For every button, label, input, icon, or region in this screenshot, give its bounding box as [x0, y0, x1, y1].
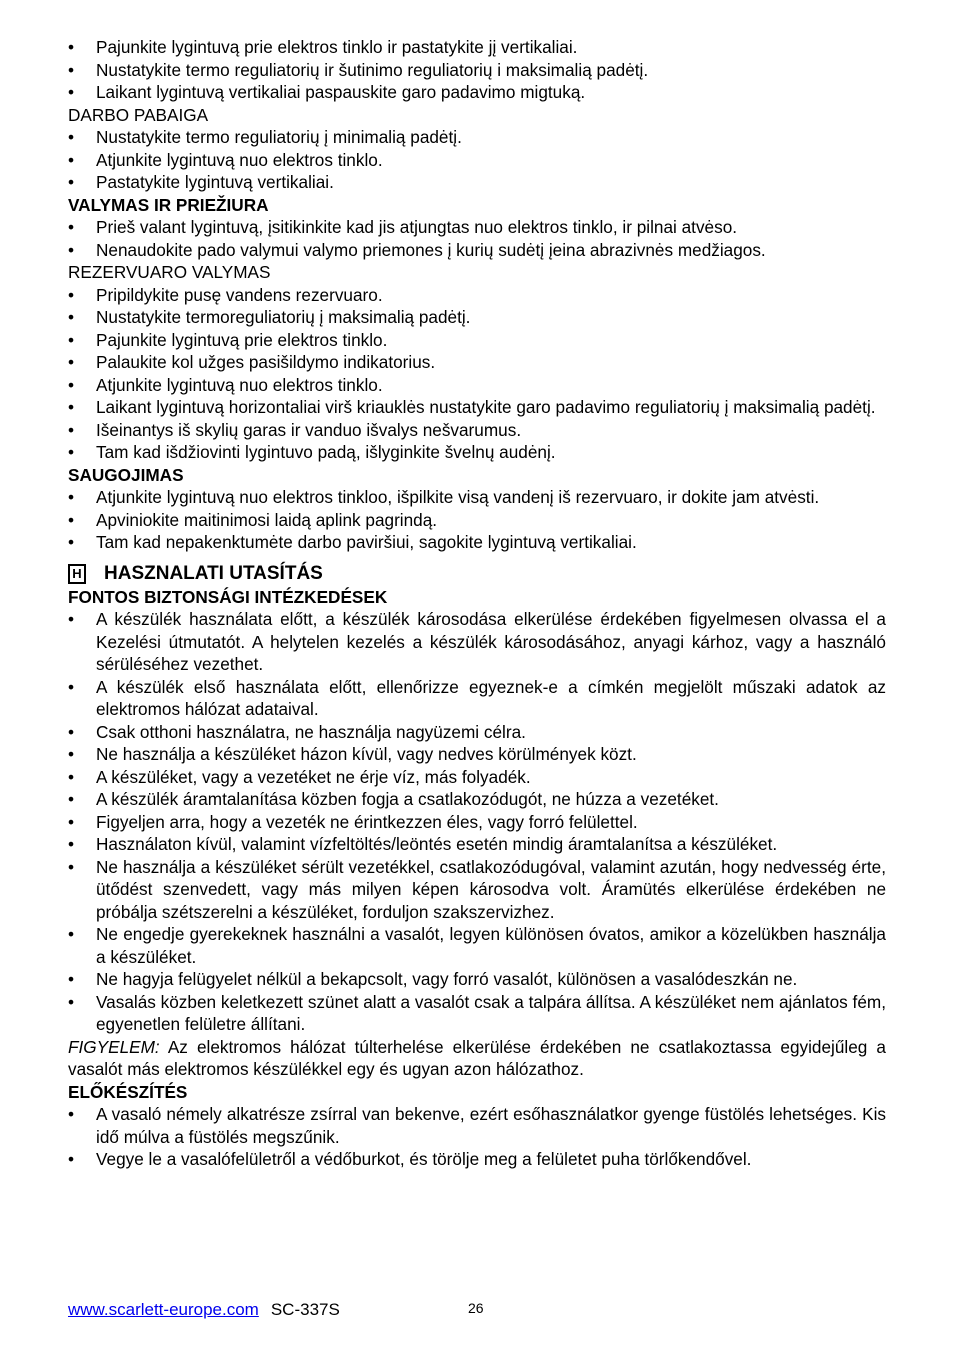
list-item: • Használaton kívül, valamint vízfeltöltés/leöntés esetén mindig áramtalanítsa a készüléket. [68, 833, 886, 856]
warning-text: Az elektromos hálózat túlterhelése elkerülése érdekében ne csatlakoztassa egyidejűleg a vasalót más elektromos készülékkel egy és ugyan azon hálózathoz. [68, 1036, 886, 1079]
language-badge: H [68, 564, 86, 584]
website-link[interactable]: www.scarlett-europe.com [68, 1300, 259, 1319]
list-item: • Ne hagyja felügyelet nélkül a bekapcsolt, vagy forró vasalót, különösen a vasalódeszkán ne. [68, 968, 886, 991]
list-item: • A készülék használata előtt, a készülék károsodása elkerülése érdekében figyelmesen olvassa el a Kezelési útmutatót. A helytelen kezelés a készülék károsodásához, anyagi kárhoz, vagy a használó sérüléséhez vezethet. [68, 608, 886, 676]
list-item: • A készüléket, vagy a vezetéket ne érje víz, más folyadék. [68, 766, 886, 789]
section-heading-saugojimas: SAUGOJIMAS [68, 464, 184, 485]
list-item: • Atjunkite lygintuvą nuo elektros tinkloo, išpilkite visą vandenį iš rezervuaro, ir dokite jam atvėsti. [68, 486, 886, 509]
page-content [68, 36, 886, 1171]
section-title: HASZNALATI UTASÍTÁS [104, 562, 323, 584]
list-item: • Atjunkite lygintuvą nuo elektros tinklo. [68, 149, 886, 172]
list-item: • Nustatykite termoreguliatorių į maksimalią padėtį. [68, 306, 886, 329]
list-item: • Pripildykite pusę vandens rezervuaro. [68, 284, 886, 307]
list-item: • Figyeljen arra, hogy a vezeték ne érintkezzen éles, vagy forró felülettel. [68, 811, 886, 834]
section-heading-valymas: VALYMAS IR PRIEŽIURA [68, 194, 269, 215]
section-heading-safety: FONTOS BIZTONSÁGI INTÉZKEDÉSEK [68, 586, 388, 607]
list-item: • Nustatykite termo reguliatorių ir šutinimo reguliatorių i maksimalią padėtį. [68, 59, 886, 82]
list-item: • Pajunkite lygintuvą prie elektros tinklo ir pastatykite jį vertikaliai. [68, 36, 886, 59]
list-item: • A készülék első használata előtt, ellenőrizze egyeznek-e a címkén megjelölt műszaki adatok az elektromos hálózat adataival. [68, 676, 886, 721]
lt-usage-list [68, 36, 886, 104]
hungarian-section-title [68, 562, 886, 586]
list-item: • Tam kad išdžiovinti lygintuvo padą, išlyginkite švelnų audėnį. [68, 441, 886, 464]
list-item: • Vasalás közben keletkezett szünet alatt a vasalót csak a talpára állítsa. A készüléket nem ajánlatos fém, egyenetlen felületre állítani. [68, 991, 886, 1036]
list-item: • Prieš valant lygintuvą, įsitikinkite kad jis atjungtas nuo elektros tinklo, ir pilnai atvėso. [68, 216, 886, 239]
warning-note [68, 1036, 886, 1081]
list-item: • Laikant lygintuvą horizontaliai virš kriauklės nustatykite garo padavimo reguliatorių į maksimalią padėtį. [68, 396, 886, 419]
model-number: SC-337S [270, 1300, 340, 1319]
section-heading-rezervuaro-valymas: REZERVUARO VALYMAS [68, 262, 271, 282]
list-item: • Pastatykite lygintuvą vertikaliai. [68, 171, 886, 194]
list-item: • Apviniokite maitinimosi laidą aplink pagrindą. [68, 509, 886, 532]
list-item: • A vasaló némely alkatrésze zsírral van bekenve, ezért esőhasználatkor gyenge füstölés lehetséges. Kis idő múlva a füstölés megszűnik. [68, 1103, 886, 1148]
footer [68, 1300, 340, 1320]
list-item: • Laikant lygintuvą vertikaliai paspauskite garo padavimo migtuką. [68, 81, 886, 104]
hu-prep-list [68, 1103, 886, 1171]
list-item: • Palaukite kol užges pasišildymo indikatorius. [68, 351, 886, 374]
list-item: • Ne használja a készüléket házon kívül, vagy nedves körülmények közt. [68, 743, 886, 766]
warning-label: FIGYELEM: [68, 1036, 160, 1057]
lt-end-list [68, 126, 886, 194]
page-number: 26 [468, 1300, 484, 1316]
hu-safety-list [68, 608, 886, 1036]
list-item: • Csak otthoni használatra, ne használja nagyüzemi célra. [68, 721, 886, 744]
list-item: • Išeinantys iš skylių garas ir vanduo išvalys nešvarumus. [68, 419, 886, 442]
list-item: • A készülék áramtalanítása közben fogja a csatlakozódugót, ne húzza a vezetéket. [68, 788, 886, 811]
list-item: • Ne engedje gyerekeknek használni a vasalót, legyen különösen óvatos, amikor a közelükben használja a készüléket. [68, 923, 886, 968]
list-item: • Tam kad nepakenktumėte darbo paviršiui, sagokite lygintuvą vertikaliai. [68, 531, 886, 554]
lt-store-list [68, 486, 886, 554]
lt-clean-list [68, 216, 886, 261]
lt-tank-list [68, 284, 886, 464]
list-item: • Nenaudokite pado valymui valymo priemones į kurių sudėtį įeina abrazivnės medžiagos. [68, 239, 886, 262]
list-item: • Pajunkite lygintuvą prie elektros tinklo. [68, 329, 886, 352]
list-item: • Nustatykite termo reguliatorių į minimalią padėtį. [68, 126, 886, 149]
section-heading-darbo-pabaiga: DARBO PABAIGA [68, 104, 209, 125]
list-item: • Vegye le a vasalófelületről a védőburkot, és törölje meg a felületet puha törlőkendővel. [68, 1148, 886, 1171]
list-item: • Atjunkite lygintuvą nuo elektros tinklo. [68, 374, 886, 397]
section-heading-prep: ELŐKÉSZÍTÉS [68, 1081, 188, 1102]
list-item: • Ne használja a készüléket sérült vezetékkel, csatlakozódugóval, valamint azután, hogy nedvesség érte, ütődést szenvedett, vagy más milyen képen károsodva volt. Áramütés elkerülése érdekében ne próbálja szétszerelni a készüléket, forduljon szakszervizhez. [68, 856, 886, 924]
